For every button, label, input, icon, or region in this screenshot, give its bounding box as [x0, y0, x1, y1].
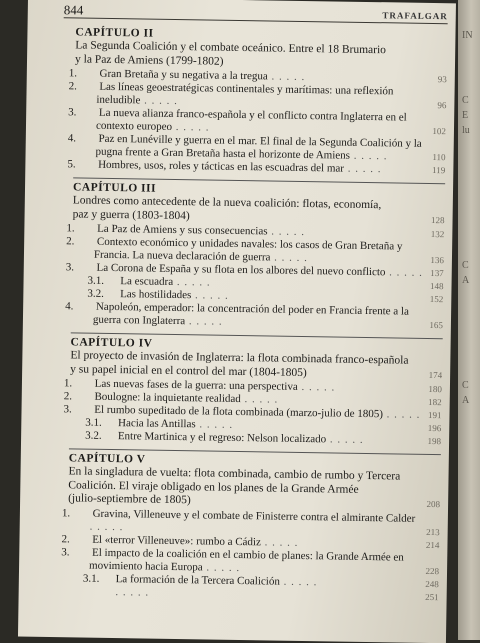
entry-number: 3.: [75, 546, 89, 559]
entry-title: Contexto económico y unidades navales: los casos de Gran Bretaña y Francia. La nueva declaración de guerra: [94, 236, 403, 264]
entry-page-ref: 191: [428, 409, 442, 422]
chapter-page-ref: 174: [429, 368, 443, 382]
entry-title: La nueva alianza franco-española y el conflicto contra Inglaterra en el contexto europeo: [96, 107, 407, 133]
dot-leader: . . . . .: [385, 266, 423, 279]
entry-page-ref: 102: [432, 125, 446, 138]
entry-page-ref: 213: [426, 525, 440, 538]
entry-page-ref: 165: [429, 319, 443, 332]
entry-number: 2.: [83, 81, 97, 94]
entry-number: 1.: [76, 507, 90, 520]
dot-leader: . . . . .: [344, 163, 382, 176]
entry-title: Las líneas geoestratégicas continentales y marítimas: una reflexión ineludible: [96, 81, 393, 107]
entry-title: La escuadra: [120, 275, 173, 288]
entry-number: 1.: [78, 377, 92, 390]
dot-leader: . . . . .: [140, 94, 178, 107]
chapter-title-line: En la singladura de vuelta: flota combinada, cambio de rumbo y Tercera: [68, 465, 440, 484]
entry-title: Napoleón, emperador: la concentración del poder en Francia frente a la guerra con Inglaterra: [93, 301, 409, 327]
entry-number: 3.1.: [103, 275, 117, 288]
entry-page-ref: 110: [432, 151, 445, 164]
entry-page-ref: 93: [438, 73, 447, 86]
entry-page-ref: 182: [428, 396, 442, 409]
dot-leader: . . . . .: [172, 121, 210, 134]
adjacent-page-fragment: A: [462, 395, 469, 406]
dot-leader: . . . . .: [191, 289, 229, 302]
dot-leader: . . . . .: [326, 433, 364, 446]
entry-title: Boulogne: la inquietante realidad: [94, 391, 240, 405]
dot-leader: . . . . .: [241, 393, 279, 406]
chapter-section: [67, 448, 441, 603]
entry-number: 4.: [79, 300, 93, 313]
entry-title: La formación de la Tercera Coalición: [116, 573, 280, 588]
entry-number: 3.: [77, 403, 91, 416]
dot-leader: . . . . .: [280, 575, 318, 588]
chapter-page-ref: 208: [426, 498, 440, 512]
entry-page-ref: 251: [425, 590, 439, 603]
entry-title: Las hostilidades: [120, 288, 191, 301]
book-page: [18, 0, 456, 643]
chapter-title-line: Londres como antecedente de la nueva coalición: flotas, economía,: [73, 194, 445, 213]
adjacent-page-fragment: IN: [462, 30, 473, 41]
entry-number: 3.2.: [101, 430, 115, 443]
dot-leader: . . . . .: [90, 520, 124, 533]
page-header: [64, 1, 448, 24]
entry-page-ref: 196: [428, 422, 442, 435]
adjacent-page-fragment: A: [462, 275, 469, 286]
entry-title: Hacia las Antillas: [118, 417, 196, 430]
chapter-title-line: El proyecto de invasión de Inglaterra: la flota combinada franco-española: [70, 349, 442, 368]
entry-number: 3.1.: [101, 417, 115, 430]
entry-title: Las nuevas fases de la guerra: una perspectiva: [95, 378, 298, 393]
entry-number: 4.: [82, 133, 96, 146]
entry-title: Hombres, usos, roles y tácticas en las escuadras del mar: [98, 159, 344, 175]
chapter-label: CAPÍTULO V: [69, 448, 441, 471]
chapter-title: [68, 465, 441, 511]
entry-number: 2.: [75, 533, 89, 546]
entry-title: El rumbo supeditado de la flota combinada (marzo-julio de 1805): [94, 404, 383, 421]
chapter-section: [69, 332, 443, 448]
dot-leader: . . . . .: [203, 561, 241, 574]
chapter-label: CAPÍTULO IV: [70, 332, 442, 355]
entry-title: El «terror Villeneuve»: rumbo a Cádiz: [92, 533, 261, 548]
entry-title: La Corona de España y su flota en los albores del nuevo conflicto: [96, 262, 385, 279]
entry-number: 2.: [78, 390, 92, 403]
entry-title: La Paz de Amiens y sus consecuencias: [97, 223, 268, 238]
dot-leader: . . . . .: [261, 536, 299, 549]
adjacent-page-edge: [458, 0, 480, 640]
entry-page-ref: 248: [425, 577, 439, 590]
entry-title: Entre Martinica y el regreso: Nelson localizado: [118, 430, 326, 445]
entry-title: Paz en Lunéville y guerra en el mar. El final de la Segunda Coalición y la pugna frente a Gran Bretaña hasta el horizonte de Amiens: [96, 133, 422, 162]
table-of-contents: [66, 25, 447, 609]
dot-leader: . . . . .: [268, 70, 306, 83]
chapter-page-ref: 128: [431, 213, 445, 227]
entry-page-ref: 148: [430, 280, 444, 293]
entry-page-ref: 198: [427, 435, 441, 448]
chapter-title-line: La Segunda Coalición y el combate oceánico. Entre el 18 Brumario: [75, 39, 447, 58]
entry-page-ref: 132: [431, 228, 445, 241]
entry-number: 3.1.: [99, 572, 113, 585]
dot-leader: . . . . .: [350, 150, 388, 163]
adjacent-page-fragment: C: [462, 260, 469, 271]
entry-page-ref: 152: [430, 293, 444, 306]
chapter-section: [73, 25, 447, 177]
chapter-label: CAPÍTULO II: [75, 25, 447, 45]
entry-number: 3.: [82, 107, 96, 120]
chapter-title-line: y su papel inicial en el control del mar (1804-1805): [70, 363, 442, 382]
entry-page-ref: 119: [432, 164, 445, 177]
adjacent-page-fragment: E: [462, 110, 468, 121]
chapter-title-line: y la Paz de Amiens (1799-1802): [75, 53, 447, 72]
entry-number: 3.: [80, 261, 94, 274]
chapter-title-line: (julio-septiembre de 1805): [68, 492, 440, 511]
entry-title: Gran Bretaña y su negativa a la tregua: [99, 68, 267, 83]
chapter-title-line: Coalición. El viraje obligado en los planes de la Grande Armée: [68, 479, 440, 498]
dot-leader: . . . . .: [185, 315, 223, 328]
entry-number: 2.: [80, 235, 94, 248]
entry-number: 5.: [81, 158, 95, 171]
page-number: 844: [64, 2, 84, 18]
toc-entry: [71, 300, 443, 332]
adjacent-page-fragment: C: [462, 380, 469, 391]
dot-leader: . . . . .: [298, 381, 336, 394]
adjacent-page-fragment: lu: [462, 125, 470, 136]
dot-leader: . . . . .: [383, 408, 421, 421]
dot-leader: . . . . .: [173, 276, 211, 289]
entry-title: El impacto de la coalición en el cambio de planes: la Grande Armée en movimiento hacia Europa: [89, 546, 404, 573]
dot-leader: . . . . .: [196, 418, 234, 431]
entry-number: 1.: [83, 68, 97, 81]
running-title: TRAFALGAR: [382, 10, 447, 21]
entry-number: 1.: [80, 222, 94, 235]
entry-page-ref: 180: [428, 383, 442, 396]
entry-page-ref: 228: [425, 564, 439, 577]
entry-number: 3.2.: [103, 288, 117, 301]
entry-page-ref: 96: [437, 99, 446, 112]
entry-title: Gravina, Villeneuve y el combate de Finisterre contra el almirante Calder: [93, 507, 416, 524]
adjacent-page-fragment: C: [462, 95, 469, 106]
chapter-title-line: paz y guerra (1803-1804): [73, 208, 445, 227]
dot-leader: . . . . .: [115, 586, 149, 599]
entry-page-ref: 136: [430, 254, 444, 267]
dot-leader: . . . . .: [267, 225, 305, 238]
entry-page-ref: 214: [426, 538, 440, 551]
chapter-section: [71, 177, 445, 332]
entry-page-ref: 137: [430, 267, 444, 280]
chapter-label: CAPÍTULO III: [73, 177, 445, 200]
dot-leader: . . . . .: [270, 251, 308, 264]
